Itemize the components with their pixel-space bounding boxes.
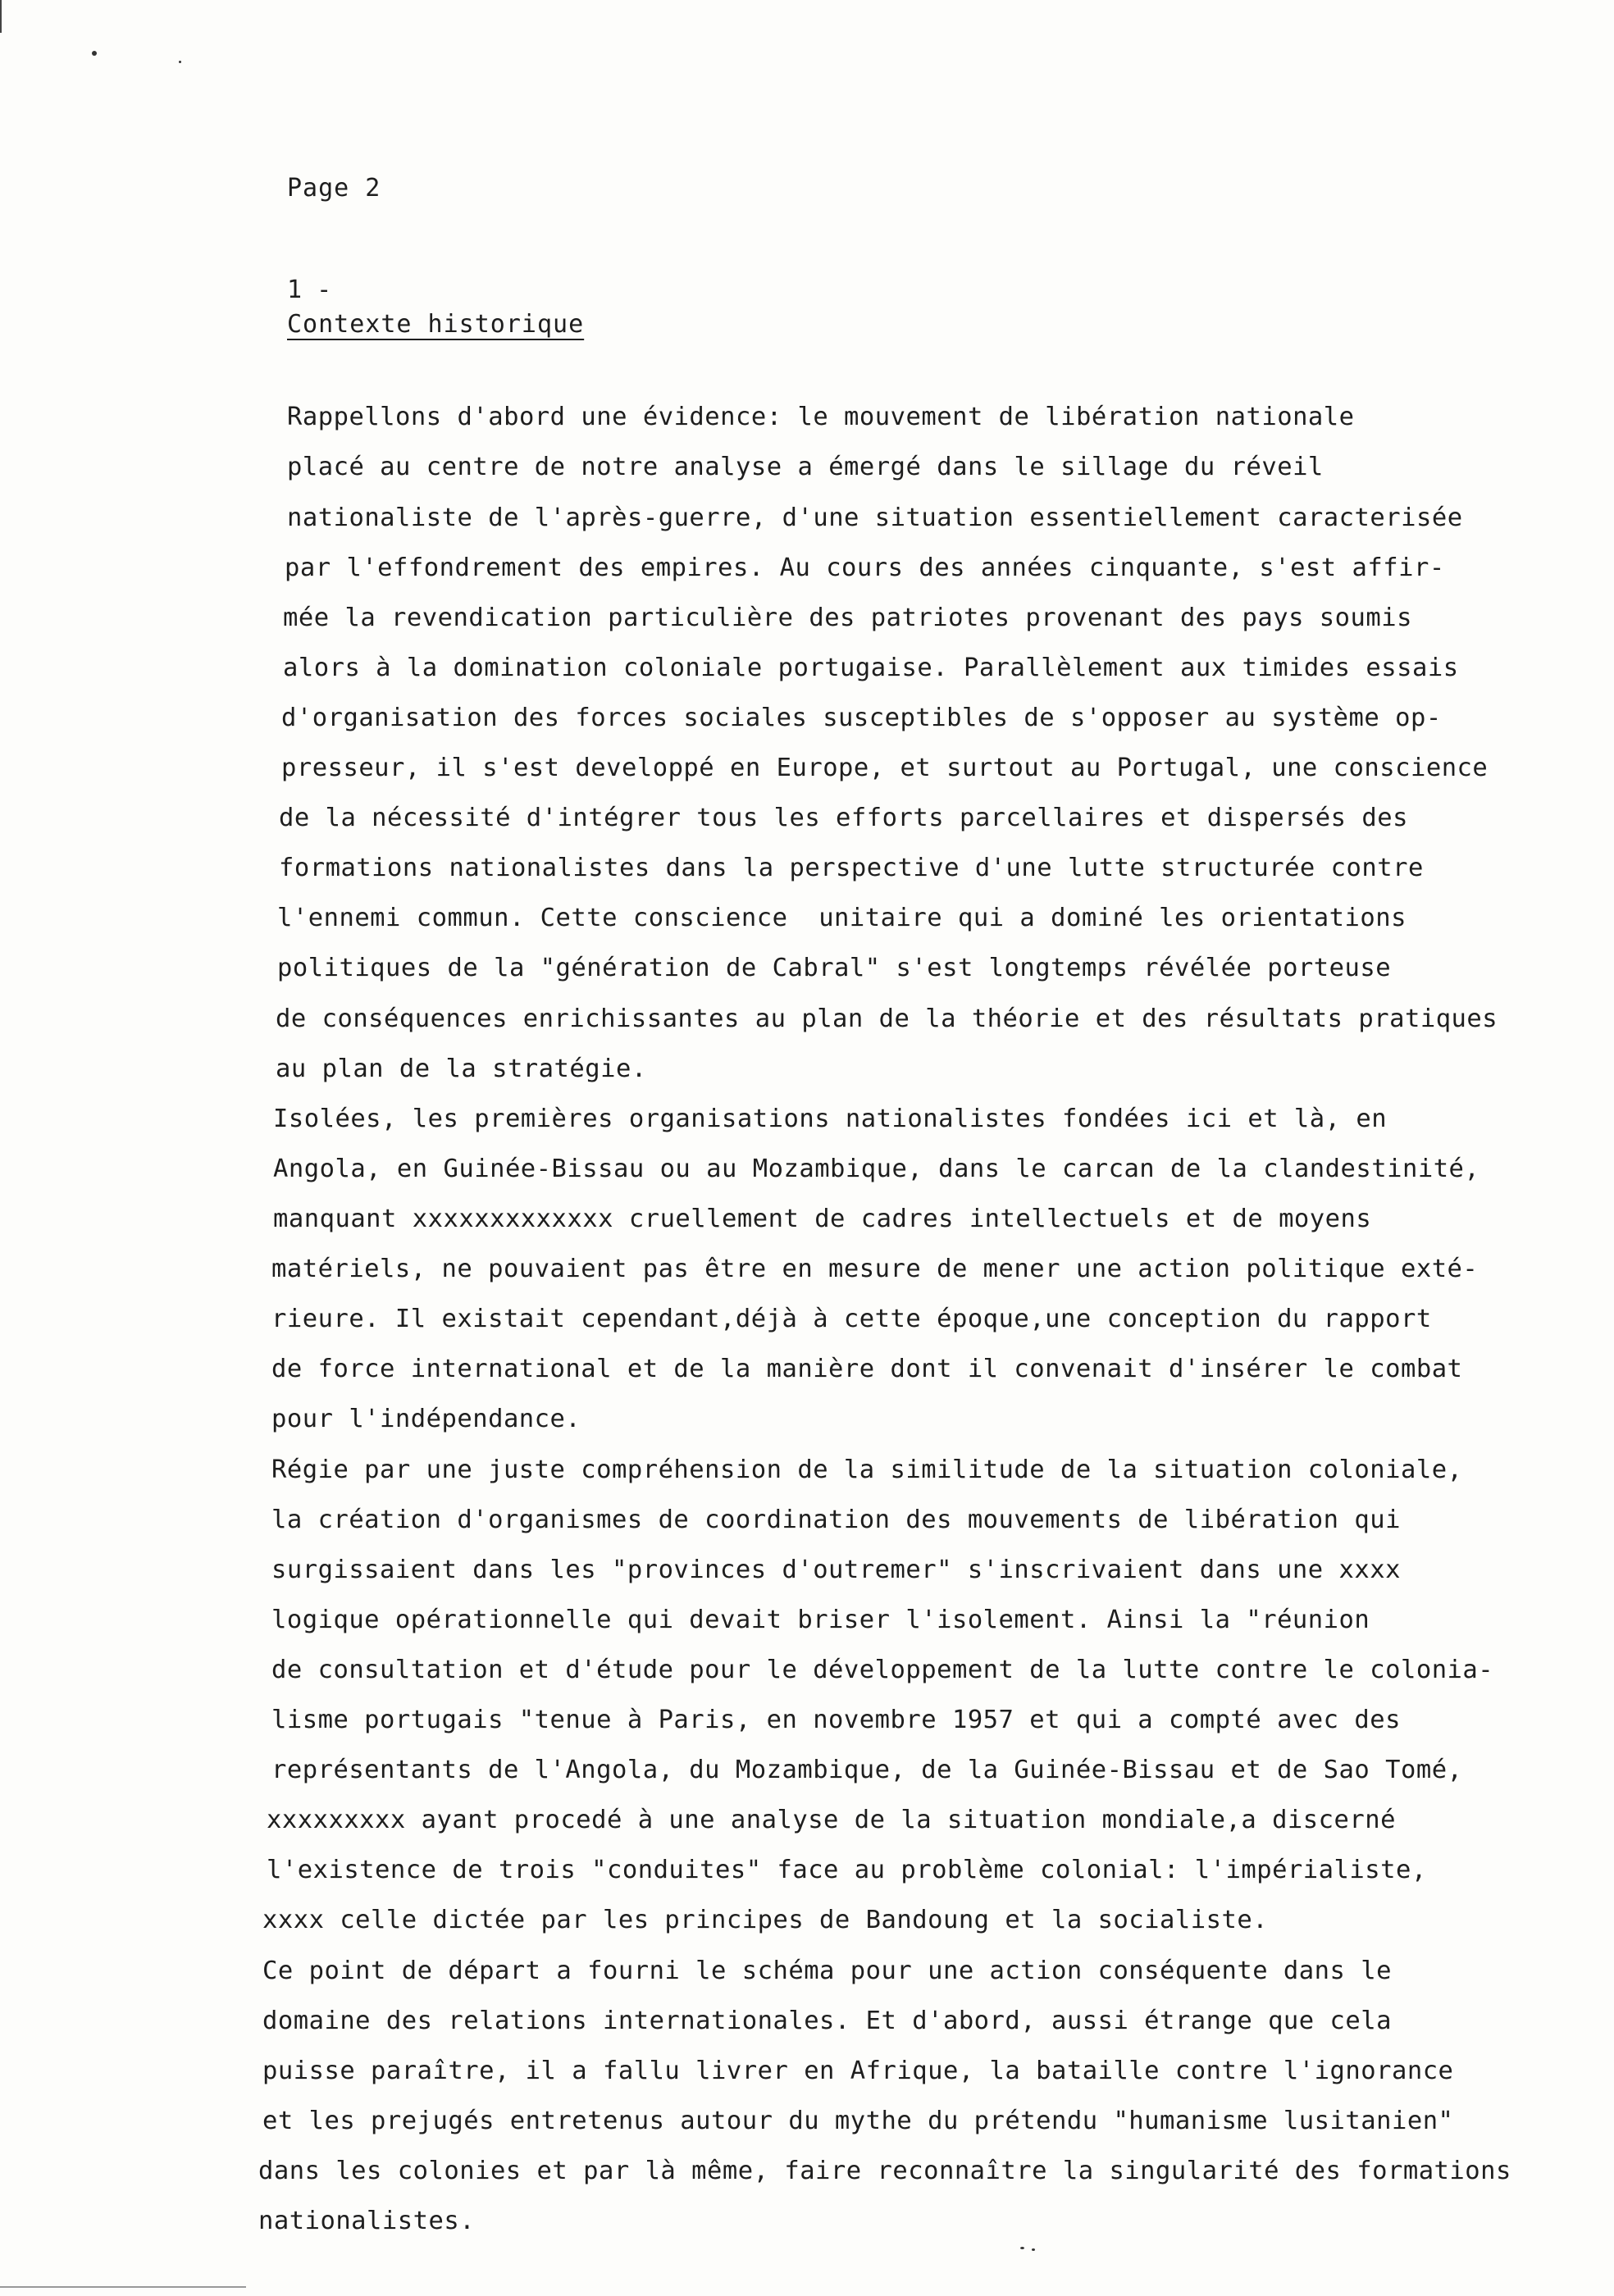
text-line: Isolées, les premières organisations nationalistes fondées ici et là, en <box>273 1105 1388 1133</box>
text-line: xxxxxxxxx ayant procedé à une analyse de la situation mondiale,a discerné <box>267 1806 1396 1834</box>
text-line: surgissaient dans les "provinces d'outremer" s'inscrivaient dans une xxxx <box>271 1556 1401 1584</box>
text-line: placé au centre de notre analyse a émergé dans le sillage du réveil <box>287 453 1324 481</box>
text-line: Ce point de départ a fourni le schéma pour une action conséquente dans le <box>262 1957 1392 1985</box>
scan-speck <box>92 51 97 56</box>
text-line: politiques de la "génération de Cabral" s'est longtemps révélée porteuse <box>277 954 1392 982</box>
text-line: alors à la domination coloniale portugaise. Parallèlement aux timides essais <box>283 654 1459 682</box>
page-label: Page 2 <box>287 174 381 203</box>
section-number: 1 - <box>287 276 332 304</box>
scan-speck <box>1020 2247 1024 2249</box>
text-line: Angola, en Guinée-Bissau ou au Mozambique, dans le carcan de la clandestinité, <box>273 1155 1480 1183</box>
text-line: dans les colonies et par là même, faire reconnaître la singularité des formations <box>258 2157 1511 2185</box>
text-line: Régie par une juste compréhension de la similitude de la situation coloniale, <box>271 1456 1463 1484</box>
text-line: l'existence de trois "conduites" face au problème colonial: l'impérialiste, <box>267 1856 1427 1884</box>
text-line: et les prejugés entretenus autour du mythe du prétendu "humanisme lusitanien" <box>262 2107 1454 2135</box>
text-line: rieure. Il existait cependant,déjà à cette époque,une conception du rapport <box>271 1305 1432 1333</box>
text-line: xxxx celle dictée par les principes de Bandoung et la socialiste. <box>262 1906 1269 1934</box>
text-line: représentants de l'Angola, du Mozambique, de la Guinée-Bissau et de Sao Tomé, <box>271 1756 1463 1784</box>
text-line: de la nécessité d'intégrer tous les efforts parcellaires et dispersés des <box>279 804 1408 832</box>
text-line: nationaliste de l'après-guerre, d'une situation essentiellement caracterisée <box>287 503 1463 532</box>
text-line: de consultation et d'étude pour le développement de la lutte contre le colonia- <box>271 1656 1494 1684</box>
text-line: logique opérationnelle qui devait briser l'isolement. Ainsi la "réunion <box>271 1606 1370 1634</box>
text-line: matériels, ne pouvaient pas être en mesure de mener une action politique exté- <box>271 1255 1479 1283</box>
text-line: puisse paraître, il a fallu livrer en Afrique, la bataille contre l'ignorance <box>262 2057 1454 2085</box>
text-line: manquant xxxxxxxxxxxxx cruellement de cadres intellectuels et de moyens <box>273 1205 1372 1233</box>
scan-speck <box>1032 2248 1035 2251</box>
text-line: l'ennemi commun. Cette conscience unitaire qui a dominé les orientations <box>277 904 1407 932</box>
text-line: d'organisation des forces sociales susceptibles de s'opposer au système op- <box>281 704 1442 732</box>
text-line: de force international et de la manière dont il convenait d'insérer le combat <box>271 1355 1463 1383</box>
text-line: Rappellons d'abord une évidence: le mouvement de libération nationale <box>287 403 1355 431</box>
text-line: au plan de la stratégie. <box>276 1055 647 1083</box>
section-title: Contexte historique <box>287 310 585 339</box>
text-line: pour l'indépendance. <box>271 1405 581 1433</box>
text-line: presseur, il s'est developpé en Europe, et surtout au Portugal, une conscience <box>281 754 1489 782</box>
text-line: lisme portugais "tenue à Paris, en novembre 1957 et qui a compté avec des <box>271 1706 1401 1734</box>
scan-edge-line <box>0 0 2 33</box>
text-line: nationalistes. <box>258 2207 476 2235</box>
scan-speck <box>179 61 181 63</box>
text-line: la création d'organismes de coordination des mouvements de libération qui <box>271 1506 1401 1534</box>
text-line: domaine des relations internationales. Et d'abord, aussi étrange que cela <box>262 2007 1392 2035</box>
text-line: mée la revendication particulière des patriotes provenant des pays soumis <box>283 604 1412 632</box>
text-line: par l'effondrement des empires. Au cours des années cinquante, s'est affir- <box>285 554 1445 582</box>
scan-bottom-line <box>0 2286 246 2288</box>
text-line: formations nationalistes dans la perspective d'une lutte structurée contre <box>279 854 1424 882</box>
text-line: de conséquences enrichissantes au plan de la théorie et des résultats pratiques <box>276 1004 1498 1033</box>
